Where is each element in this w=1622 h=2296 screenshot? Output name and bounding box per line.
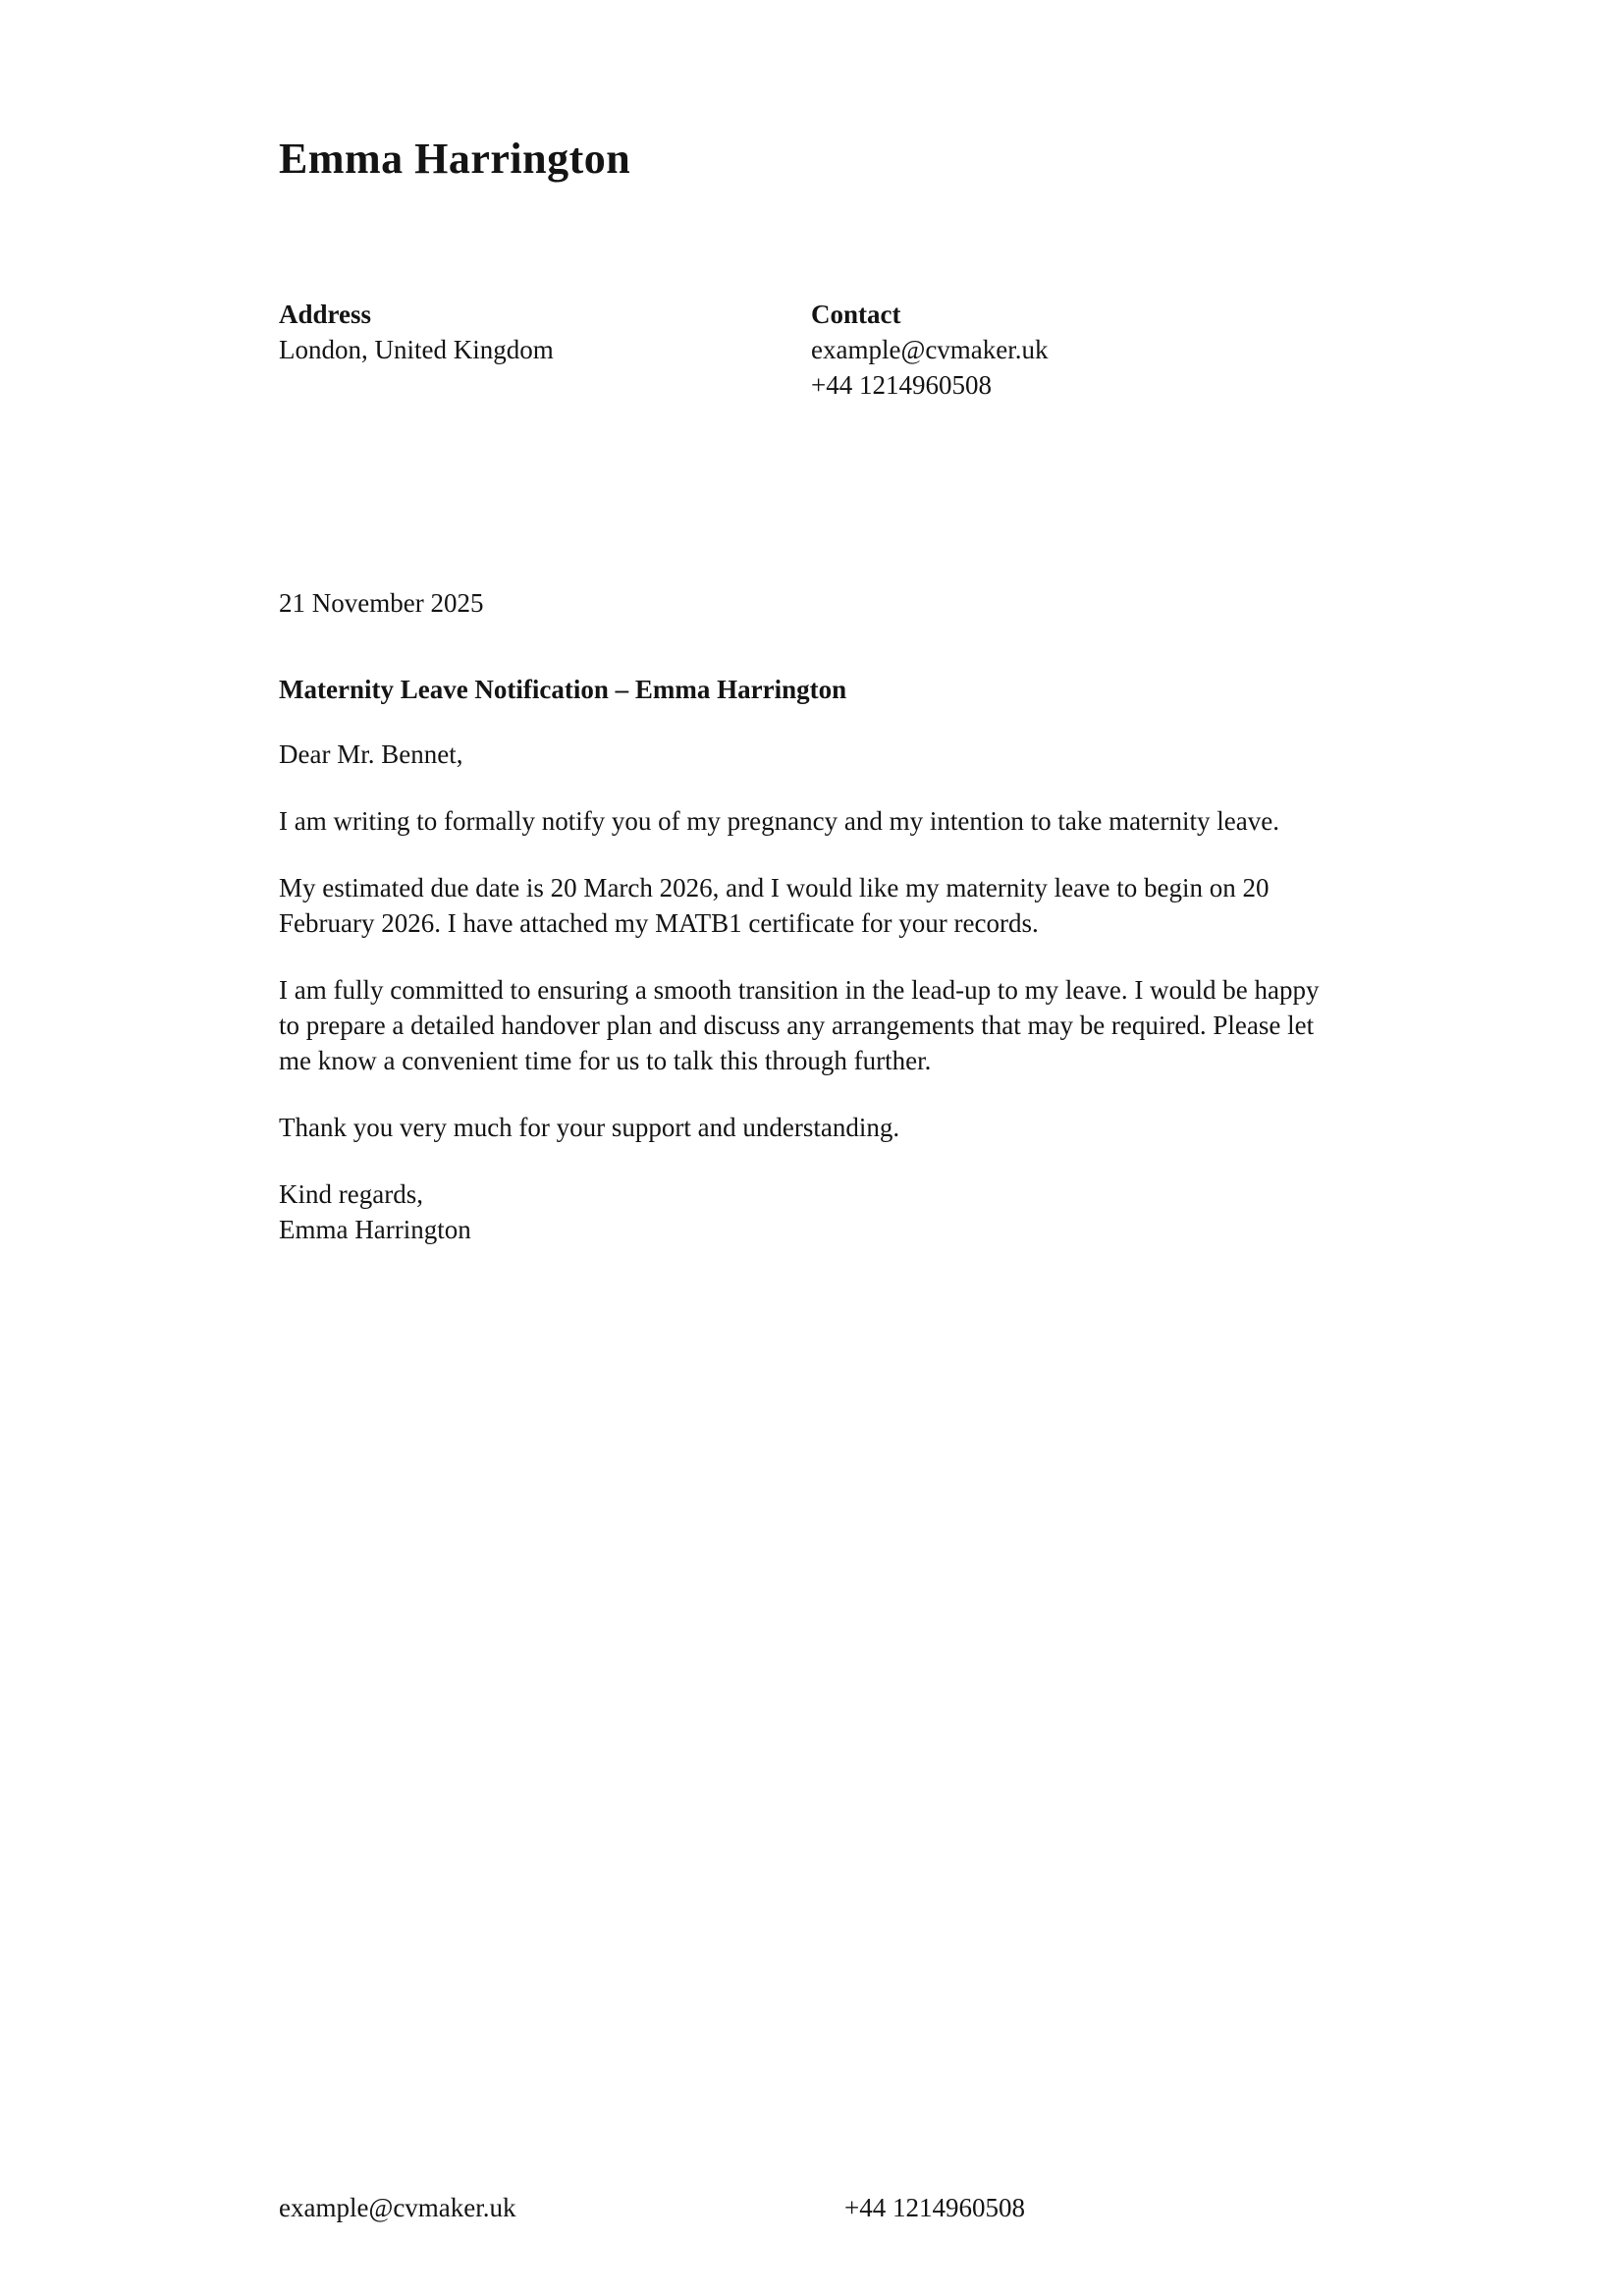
paragraph-handover: I am fully committed to ensuring a smooth transition in the lead-up to my leave. I would be happy to prepare a detailed handover plan and discuss any arrangements that may be required. Please let me know a convenient time for us to talk this through further. <box>279 975 1320 1075</box>
closing-block <box>279 1176 1343 1247</box>
paragraph-thanks: Thank you very much for your support and understanding. <box>279 1113 900 1142</box>
contact-label: Contact <box>811 300 901 329</box>
contact-block <box>811 297 1343 403</box>
address-value: London, United Kingdom <box>279 335 554 364</box>
header-info-grid <box>279 297 1343 403</box>
letter-content <box>0 134 1622 1247</box>
letter-subject: Maternity Leave Notification – Emma Harrington <box>279 675 847 704</box>
address-label: Address <box>279 300 372 329</box>
signature-name: Emma Harrington <box>279 1215 471 1244</box>
address-block <box>279 297 811 403</box>
closing-phrase: Kind regards, <box>279 1179 423 1209</box>
letter-date: 21 November 2025 <box>279 588 484 618</box>
paragraph-due-date: My estimated due date is 20 March 2026, and I would like my maternity leave to begin on 20 February 2026. I have attached my MATB1 certificate for your records. <box>279 873 1270 938</box>
contact-phone: +44 1214960508 <box>811 370 992 400</box>
contact-email: example@cvmaker.uk <box>811 335 1049 364</box>
salutation: Dear Mr. Bennet, <box>279 739 463 769</box>
footer-email: example@cvmaker.uk <box>279 2193 516 2222</box>
page-title: Emma Harrington <box>279 135 631 183</box>
page-footer <box>0 2190 1622 2225</box>
paragraph-intent: I am writing to formally notify you of my pregnancy and my intention to take maternity leave. <box>279 806 1279 836</box>
footer-phone: +44 1214960508 <box>844 2193 1025 2222</box>
